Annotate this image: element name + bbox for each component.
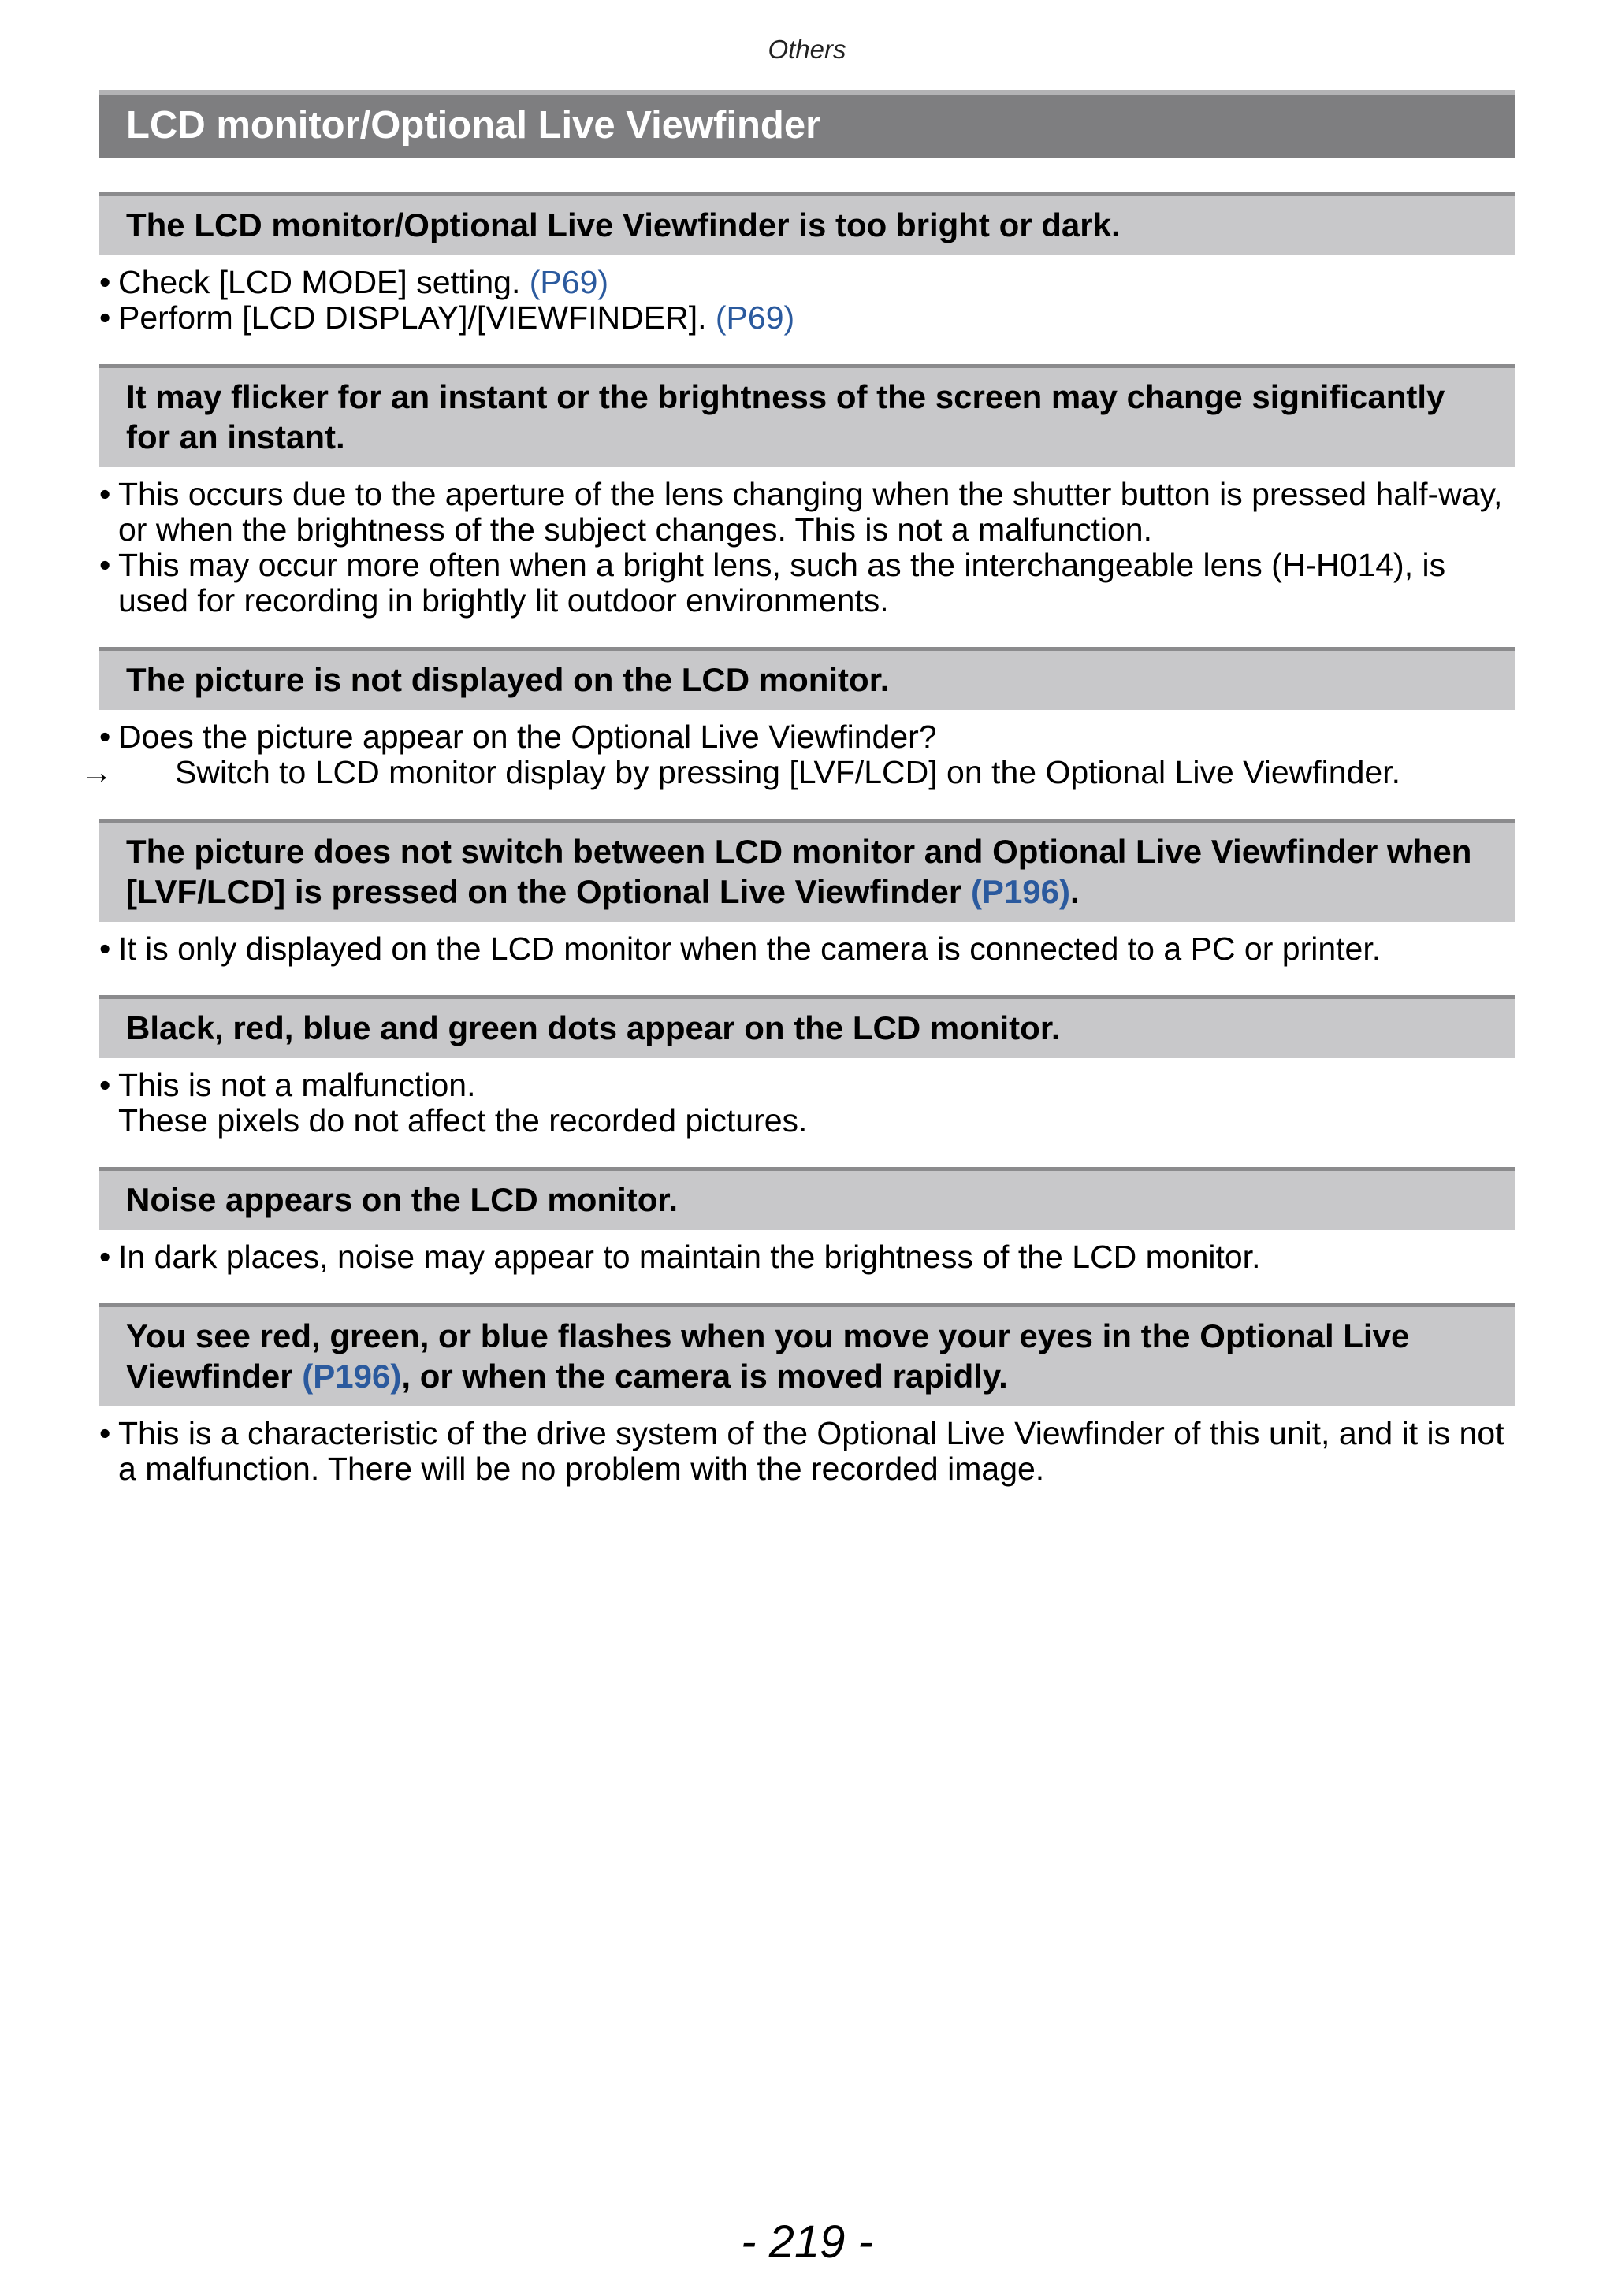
question-text: The picture does not switch between LCD monitor and Optional Live Viewfinder when [LVF/LCD] is pressed on the Optional Live Viewfinder	[126, 833, 1472, 910]
answer-list	[99, 477, 1515, 619]
question-text: The picture is not displayed on the LCD monitor.	[126, 661, 890, 698]
answer-text: In dark places, noise may appear to maintain the brightness of the LCD monitor.	[118, 1239, 1261, 1275]
answer-list	[99, 1239, 1515, 1275]
faq-block	[99, 1167, 1515, 1275]
answer-item	[99, 1068, 1515, 1139]
answer-text: This is a characteristic of the drive system of the Optional Live Viewfinder of this unit, and it is not a malfunction. There will be no problem with the recorded image.	[118, 1415, 1504, 1487]
answer-text: Check [LCD MODE] setting.	[118, 264, 530, 300]
answer-text: This occurs due to the aperture of the lens changing when the shutter button is pressed half-way, or when the brightness of the subject changes. This is not a malfunction.	[118, 476, 1503, 548]
answer-text-line2: These pixels do not affect the recorded pictures.	[118, 1102, 808, 1139]
right-arrow-icon: →	[80, 754, 113, 790]
faq-block	[99, 819, 1515, 967]
page-reference-link[interactable]: (P69)	[529, 264, 609, 300]
question-text: The LCD monitor/Optional Live Viewfinder is too bright or dark.	[126, 206, 1121, 243]
answer-item	[99, 1239, 1515, 1275]
answer-text: This may occur more often when a bright lens, such as the interchangeable lens (H-H014), is used for recording in brightly lit outdoor environments.	[118, 547, 1446, 619]
page-number: - 219 -	[741, 2216, 873, 2268]
answer-list	[99, 265, 1515, 336]
answer-subline	[80, 754, 1515, 790]
question-text: Noise appears on the LCD monitor.	[126, 1181, 679, 1218]
answer-text: Does the picture appear on the Optional Live Viewfinder?	[118, 719, 937, 755]
question-text: Black, red, blue and green dots appear on the LCD monitor.	[126, 1009, 1061, 1046]
question-header	[99, 364, 1515, 467]
question-header	[99, 995, 1515, 1058]
question-header	[99, 192, 1515, 255]
faq-block	[99, 364, 1515, 619]
answer-item	[99, 548, 1515, 619]
answer-item	[99, 931, 1515, 967]
answer-subtext: Switch to LCD monitor display by pressing [LVF/LCD] on the Optional Live Viewfinder.	[175, 754, 1400, 790]
page-reference-link[interactable]: (P196)	[302, 1358, 402, 1395]
answer-item	[80, 719, 1515, 790]
answer-text: This is not a malfunction.	[118, 1067, 476, 1103]
answer-item	[99, 300, 1515, 336]
answer-item	[99, 1416, 1515, 1487]
question-header	[99, 647, 1515, 710]
page-reference-link[interactable]: (P69)	[715, 299, 795, 336]
answer-text: Perform [LCD DISPLAY]/[VIEWFINDER].	[118, 299, 716, 336]
faq-block	[80, 647, 1515, 790]
page-title: LCD monitor/Optional Live Viewfinder	[99, 90, 1515, 158]
answer-item	[99, 477, 1515, 548]
page-reference-link[interactable]: (P196)	[970, 873, 1070, 910]
answer-list	[80, 719, 1515, 790]
troubleshooting-content	[80, 192, 1515, 1487]
question-header	[99, 1167, 1515, 1230]
question-header	[99, 1303, 1515, 1406]
faq-block	[99, 1303, 1515, 1487]
question-tail: , or when the camera is moved rapidly.	[401, 1358, 1008, 1395]
answer-item	[99, 265, 1515, 300]
faq-block	[99, 192, 1515, 336]
question-header	[99, 819, 1515, 922]
question-text: You see red, green, or blue flashes when you move your eyes in the Optional Live Viewfinder	[126, 1317, 1410, 1395]
answer-list	[99, 1416, 1515, 1487]
faq-block	[99, 995, 1515, 1139]
section-label: Others	[768, 35, 846, 64]
answer-list	[99, 931, 1515, 967]
answer-list	[99, 1068, 1515, 1139]
answer-text: It is only displayed on the LCD monitor when the camera is connected to a PC or printer.	[118, 931, 1382, 967]
question-tail: .	[1070, 873, 1080, 910]
question-text: It may flicker for an instant or the brightness of the screen may change significantly for an instant.	[126, 378, 1445, 455]
